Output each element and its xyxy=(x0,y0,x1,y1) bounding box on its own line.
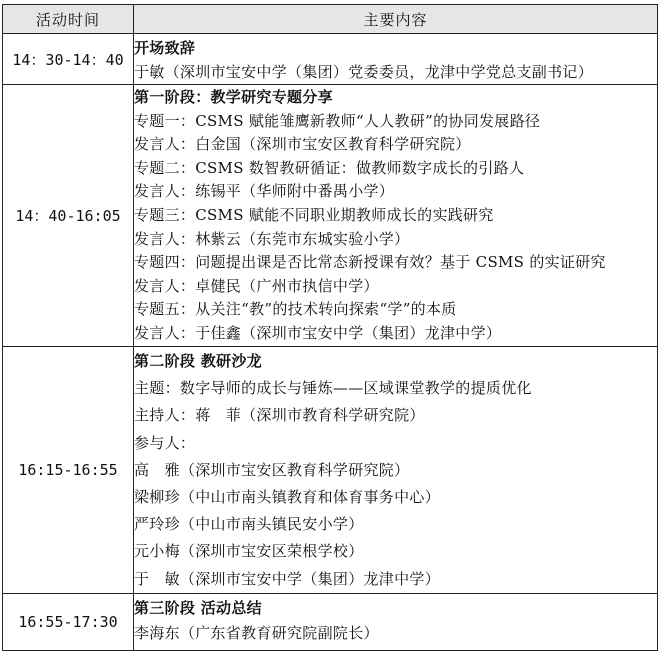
content-line: 专题四：问题提出课是否比常态新授课有效？基于 CSMS 的实证研究 xyxy=(134,253,606,272)
schedule-table xyxy=(2,4,658,651)
section-title: 第二阶段 教研沙龙 xyxy=(134,352,262,370)
content-line: 参与人： xyxy=(134,433,196,452)
header-time: 活动时间 xyxy=(3,5,134,34)
section-title: 开场致辞 xyxy=(134,39,196,57)
content-line: 主题：数字导师的成长与锤炼——区域课堂教学的提质优化 xyxy=(134,379,532,398)
header-content: 主要内容 xyxy=(134,5,658,34)
table-row xyxy=(3,347,658,594)
content-line: 发言人：练锡平（华师附中番禺小学） xyxy=(134,182,395,201)
table-row xyxy=(3,594,658,651)
time-cell: 16:15-16:55 xyxy=(3,347,134,594)
time-cell: 14：40-16:05 xyxy=(3,85,134,347)
content-line: 发言人：于佳鑫（深圳市宝安中学（集团）龙津中学） xyxy=(134,323,502,342)
content-cell xyxy=(134,34,658,85)
table-row xyxy=(3,34,658,85)
content-line: 发言人：白金国（深圳市宝安区教育科学研究院） xyxy=(134,135,471,154)
section-title: 第三阶段 活动总结 xyxy=(134,599,262,617)
header-row xyxy=(3,5,658,34)
content-line: 于敏（深圳市宝安中学（集团）党委委员，龙津中学党总支副书记） xyxy=(134,63,594,81)
content-line: 严玲珍（中山市南头镇民安小学） xyxy=(134,515,364,534)
content-line: 专题二：CSMS 数智教研循证：做教师数字成长的引路人 xyxy=(134,158,525,177)
content-line: 专题一：CSMS 赋能雏鹰新教师“人人教研”的协同发展路径 xyxy=(134,111,541,130)
content-line: 梁柳珍（中山市南头镇教育和体育事务中心） xyxy=(134,488,441,507)
content-line: 李海东（广东省教育研究院副院长） xyxy=(134,624,379,642)
time-cell: 14：30-14：40 xyxy=(3,34,134,85)
section-title: 第一阶段：教学研究专题分享 xyxy=(134,88,333,106)
content-cell xyxy=(134,594,658,651)
time-cell: 16:55-17:30 xyxy=(3,594,134,651)
content-line: 专题三：CSMS 赋能不同职业期教师成长的实践研究 xyxy=(134,205,494,224)
table-row xyxy=(3,85,658,347)
content-line: 专题五：从关注“教”的技术转向探索“学”的本质 xyxy=(134,300,457,319)
content-line: 元小梅（深圳市宝安区荣根学校） xyxy=(134,542,364,561)
content-line: 主持人：蒋 菲（深圳市教育科学研究院） xyxy=(134,406,425,425)
content-cell xyxy=(134,85,658,347)
content-line: 发言人：卓健民（广州市执信中学） xyxy=(134,276,379,295)
content-cell xyxy=(134,347,658,594)
content-line: 发言人：林紫云（东莞市东城实验小学） xyxy=(134,229,410,248)
content-line: 于 敏（深圳市宝安中学（集团）龙津中学） xyxy=(134,569,441,588)
content-line: 高 雅（深圳市宝安区教育科学研究院） xyxy=(134,460,410,479)
